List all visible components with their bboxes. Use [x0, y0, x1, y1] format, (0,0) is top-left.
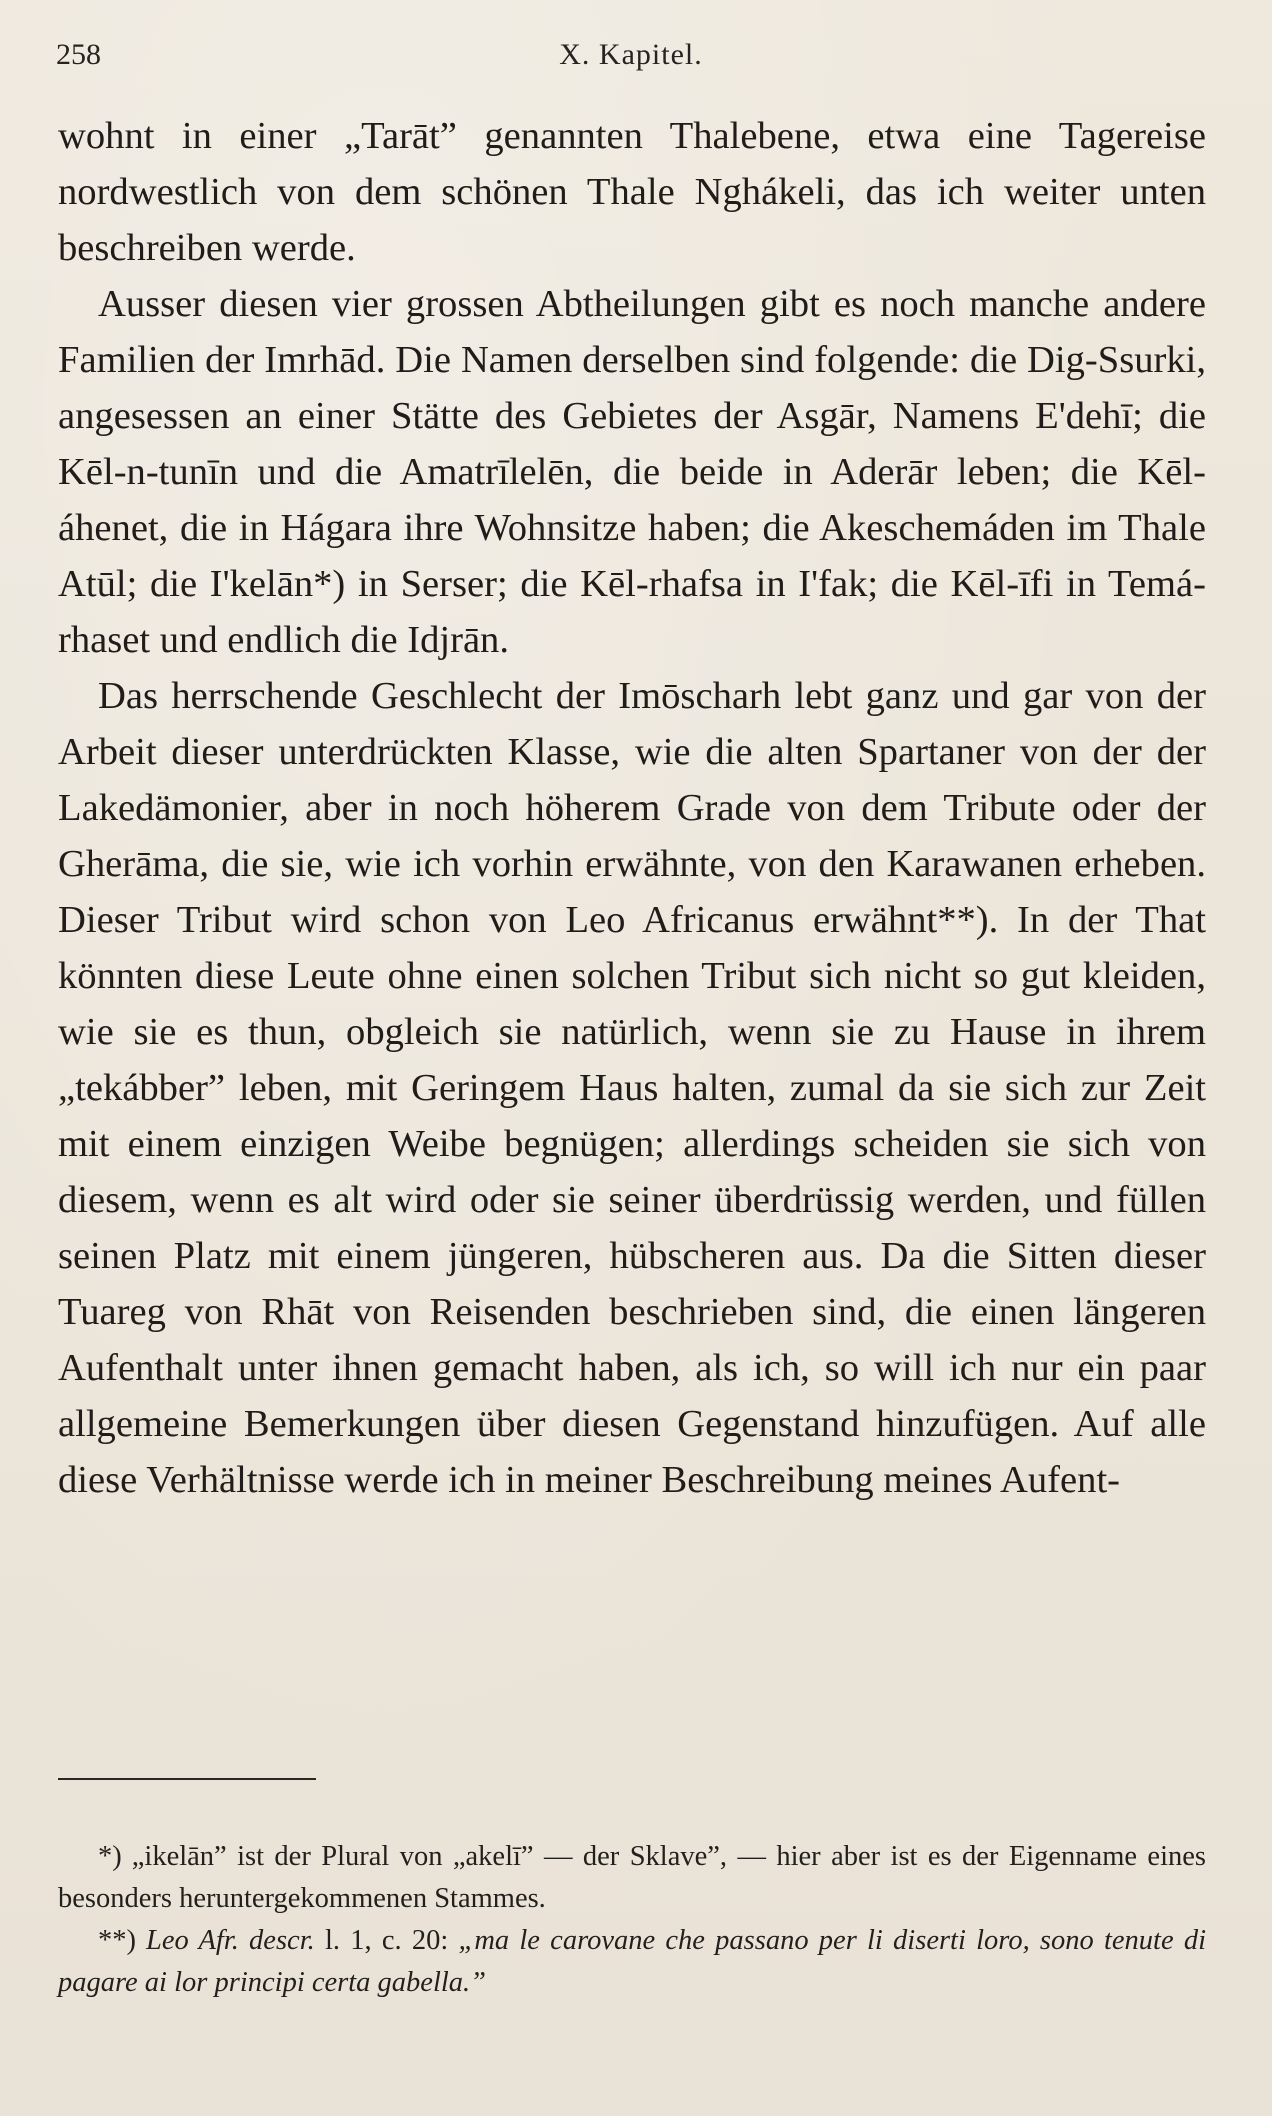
- page-header: [56, 38, 1206, 78]
- body-text: [58, 108, 1206, 1508]
- footnote-citation: l. 1, c. 20:: [314, 1925, 459, 1956]
- footnote-divider: [58, 1778, 316, 1780]
- running-title: X. Kapitel.: [559, 38, 703, 71]
- footnote-source: Leo Afr. descr.: [146, 1925, 315, 1956]
- footnote-2: [58, 1920, 1206, 2004]
- footnote-1: [58, 1836, 1206, 1920]
- footnote-text: „ikelān” ist der Plural von „akelī” — der Sklave”, — hier aber ist es der Eigenname eines besonders heruntergekommenen Stammes.: [58, 1841, 1206, 1914]
- footnote-quote: „ma le carovane che passano per li diserti loro, sono tenute di pagare ai lor principi certa gabella.”: [58, 1925, 1206, 1998]
- footnotes: [58, 1836, 1206, 2004]
- paragraph-imoscharh-tribute: Das herrschende Geschlecht der Imōscharh lebt ganz und gar von der Arbeit dieser unterdrückten Klasse, wie die alten Spartaner von der der Lakedämonier, aber in noch höherem Grade von dem Tribute oder der Gherāma, die sie, wie ich vorhin erwähnte, von den Karawanen erheben. Dieser Tribut wird schon von Leo Africanus erwähnt**). In der That könnten diese Leute ohne einen solchen Tribut sich nicht so gut kleiden, wie sie es thun, obgleich sie natürlich, wenn sie zu Hause in ihrem „tekábber” leben, mit Geringem Haus halten, zumal da sie sich zur Zeit mit einem einzigen Weibe begnügen; allerdings scheiden sie sich von diesem, wenn es alt wird oder sie seiner überdrüssig werden, und füllen seinen Platz mit einem jüngeren, hübscheren aus. Da die Sitten dieser Tuareg von Rhāt von Reisenden beschrieben sind, die einen längeren Aufenthalt unter ihnen gemacht haben, als ich, so will ich nur ein paar allgemeine Bemerkungen über diesen Gegenstand hinzufügen. Auf alle diese Verhältnisse werde ich in meiner Beschreibung meines Aufent-: [58, 675, 1206, 1501]
- footnote-marker: *): [98, 1841, 122, 1872]
- footnote-marker: **): [98, 1925, 136, 1956]
- paragraph-continued: wohnt in einer „Tarāt” genannten Thalebene, etwa eine Tagereise nordwestlich von dem schönen Thale Nghákeli, das ich weiter unten beschreiben werde.: [58, 115, 1206, 269]
- page-number: 258: [56, 38, 101, 71]
- paragraph-imrhad-families: Ausser diesen vier grossen Abtheilungen gibt es noch manche andere Familien der Imrhād. Die Namen derselben sind folgende: die Dig-Ssurki, angesessen an einer Stätte des Gebietes der Asgār, Namens E'dehī; die Kēl-n-tunīn und die Amatrīlelēn, die beide in Aderār leben; die Kēl-áhenet, die in Hágara ihre Wohnsitze haben; die Akeschemáden im Thale Atūl; die I'kelān*) in Serser; die Kēl-rhafsa in I'fak; die Kēl-īfi in Temá-rhaset und endlich die Idjrān.: [58, 283, 1206, 661]
